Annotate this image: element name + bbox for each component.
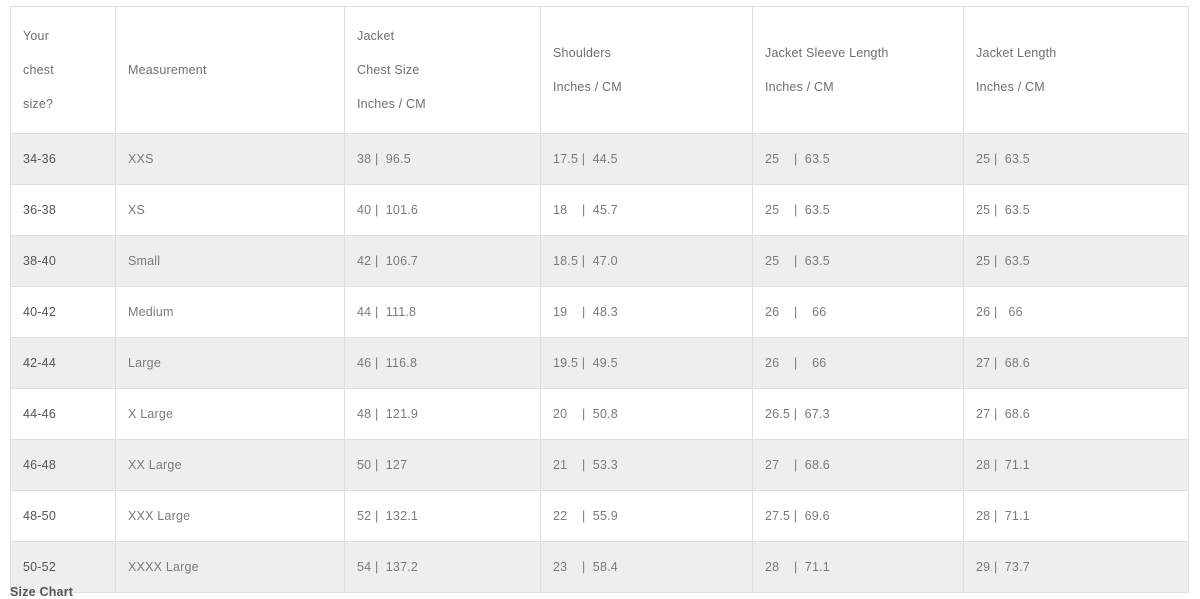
table-cell: 27 | 68.6	[964, 338, 1189, 389]
table-cell: 28 | 71.1	[964, 491, 1189, 542]
table-cell: Medium	[116, 287, 345, 338]
table-cell: 23 | 58.4	[541, 542, 753, 593]
table-cell: 17.5 | 44.5	[541, 134, 753, 185]
table-cell: XXX Large	[116, 491, 345, 542]
table-cell: 25 | 63.5	[753, 134, 964, 185]
table-cell: 22 | 55.9	[541, 491, 753, 542]
table-cell: 26.5 | 67.3	[753, 389, 964, 440]
column-header-4	[753, 7, 964, 134]
table-cell: 28 | 71.1	[964, 440, 1189, 491]
column-header-0	[11, 7, 116, 134]
column-header-line: Chest Size	[357, 63, 420, 77]
cell-chest-size: 34-36	[11, 134, 116, 185]
table-cell: XXS	[116, 134, 345, 185]
table-cell: 46 | 116.8	[345, 338, 541, 389]
table-cell: 44 | 111.8	[345, 287, 541, 338]
table-row	[11, 542, 1189, 593]
table-row	[11, 236, 1189, 287]
table-cell: 27 | 68.6	[964, 389, 1189, 440]
table-cell: 27 | 68.6	[753, 440, 964, 491]
table-cell: X Large	[116, 389, 345, 440]
table-body	[11, 134, 1189, 593]
cell-chest-size: 42-44	[11, 338, 116, 389]
cell-chest-size: 50-52	[11, 542, 116, 593]
column-header-line: Inches / CM	[976, 80, 1045, 94]
table-row	[11, 185, 1189, 236]
column-header-1	[116, 7, 345, 134]
table-cell: 18 | 45.7	[541, 185, 753, 236]
size-chart-table	[10, 6, 1189, 593]
table-cell: 26 | 66	[964, 287, 1189, 338]
cell-chest-size: 46-48	[11, 440, 116, 491]
table-cell: 42 | 106.7	[345, 236, 541, 287]
table-cell: 40 | 101.6	[345, 185, 541, 236]
table-cell: 50 | 127	[345, 440, 541, 491]
table-cell: 27.5 | 69.6	[753, 491, 964, 542]
table-cell: 38 | 96.5	[345, 134, 541, 185]
table-row	[11, 440, 1189, 491]
table-cell: XX Large	[116, 440, 345, 491]
table-cell: 25 | 63.5	[964, 134, 1189, 185]
table-header	[11, 7, 1189, 134]
table-cell: 25 | 63.5	[753, 185, 964, 236]
column-header-line: Jacket Sleeve Length	[765, 46, 889, 60]
table-header-row	[11, 7, 1189, 134]
table-cell: 21 | 53.3	[541, 440, 753, 491]
table-cell: 52 | 132.1	[345, 491, 541, 542]
cell-chest-size: 44-46	[11, 389, 116, 440]
cell-chest-size: 40-42	[11, 287, 116, 338]
cell-chest-size: 48-50	[11, 491, 116, 542]
table-cell: 28 | 71.1	[753, 542, 964, 593]
table-cell: 25 | 63.5	[964, 236, 1189, 287]
column-header-line: Jacket Length	[976, 46, 1057, 60]
column-header-line: size?	[23, 97, 54, 111]
column-header-2	[345, 7, 541, 134]
table-cell: 26 | 66	[753, 338, 964, 389]
cell-chest-size: 36-38	[11, 185, 116, 236]
table-cell: 18.5 | 47.0	[541, 236, 753, 287]
table-cell: Small	[116, 236, 345, 287]
table-row	[11, 134, 1189, 185]
table-cell: 20 | 50.8	[541, 389, 753, 440]
column-header-line: chest	[23, 63, 54, 77]
table-cell: 19.5 | 49.5	[541, 338, 753, 389]
column-header-line: Inches / CM	[553, 80, 622, 94]
table-cell: 25 | 63.5	[964, 185, 1189, 236]
table-cell: 29 | 73.7	[964, 542, 1189, 593]
cell-chest-size: 38-40	[11, 236, 116, 287]
table-row	[11, 389, 1189, 440]
table-cell: XXXX Large	[116, 542, 345, 593]
column-header-line: Inches / CM	[765, 80, 834, 94]
table-row	[11, 338, 1189, 389]
table-cell: 19 | 48.3	[541, 287, 753, 338]
table-row	[11, 287, 1189, 338]
footer-note: Size Chart	[10, 585, 74, 599]
column-header-line: Inches / CM	[357, 97, 426, 111]
column-header-line: Your	[23, 29, 50, 43]
table-cell: XS	[116, 185, 345, 236]
column-header-line: Shoulders	[553, 46, 612, 60]
table-cell: 25 | 63.5	[753, 236, 964, 287]
table-row	[11, 491, 1189, 542]
column-header-line: Measurement	[128, 63, 207, 77]
table-cell: 26 | 66	[753, 287, 964, 338]
table-cell: 54 | 137.2	[345, 542, 541, 593]
table-cell: Large	[116, 338, 345, 389]
column-header-line: Jacket	[357, 29, 395, 43]
table-cell: 48 | 121.9	[345, 389, 541, 440]
column-header-5	[964, 7, 1189, 134]
column-header-3	[541, 7, 753, 134]
